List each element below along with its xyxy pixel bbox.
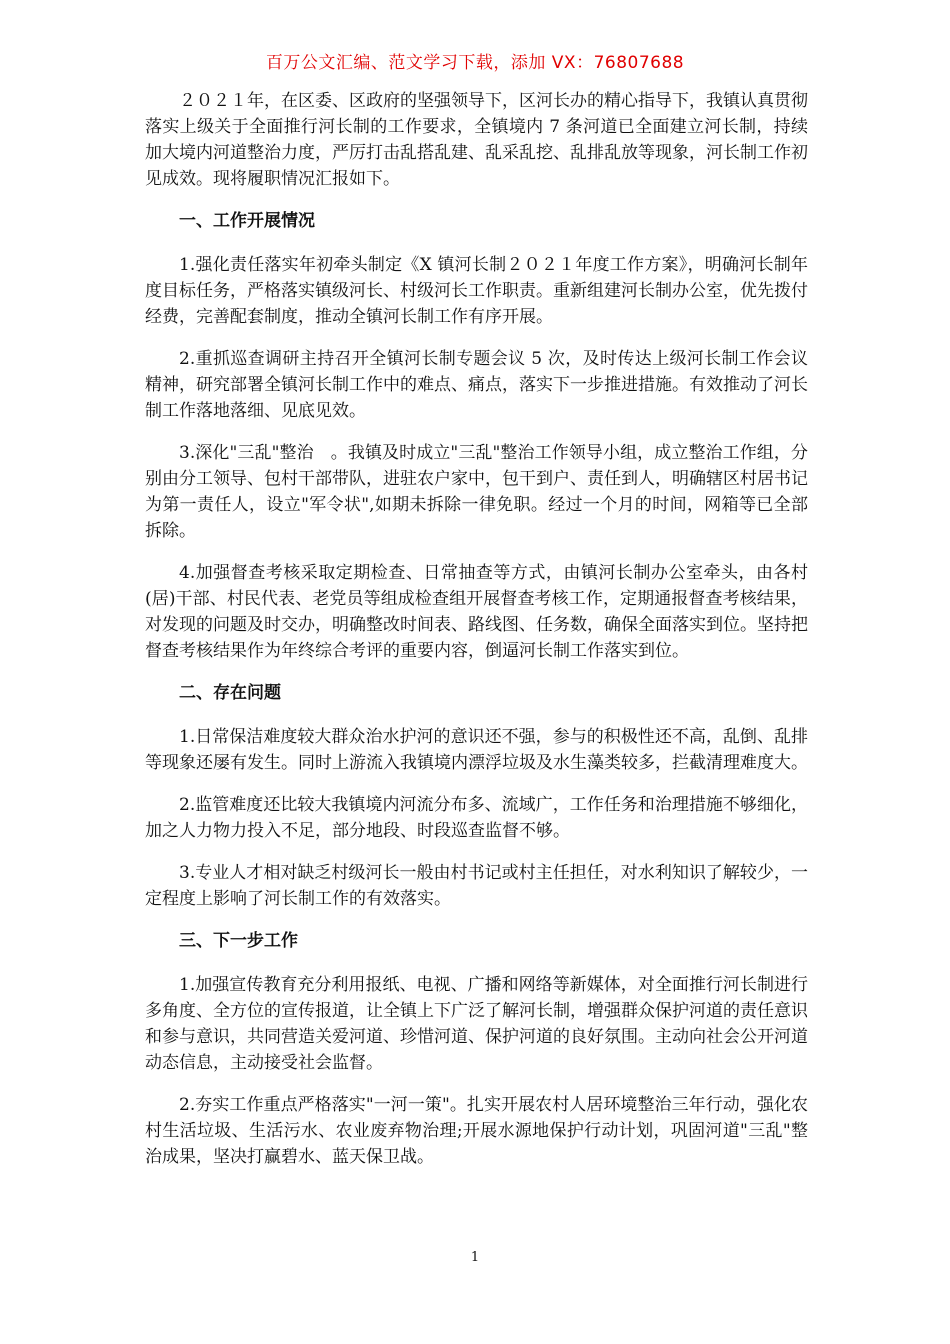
- section-heading-problems: 二、存在问题: [179, 683, 281, 703]
- paragraph: 4.加强督查考核采取定期检查、日常抽查等方式，由镇河长制办公室牵头，由各村(居)干部、村民代表、老党员等组成检查组开展督查考核工作，定期通报督查考核结果，对发现的问题及时交办，明确整改时间表、路线图、任务数，确保全面落实到位。坚持把督查考核结果作为年终综合考评的重要内容，倒逼河长制工作落实到位。: [145, 563, 808, 661]
- section-heading-work-progress: 一、工作开展情况: [179, 211, 315, 231]
- promo-header: 百万公文汇编、范文学习下载，添加 VX：76807688: [265, 53, 685, 73]
- paragraph: 3.深化"三乱"整治 。我镇及时成立"三乱"整治工作领导小组，成立整治工作组，分别由分工领导、包村干部带队，进驻农户家中，包干到户、责任到人，明确辖区村居书记为第一责任人，设立"军令状",如期未拆除一律免职。经过一个月的时间，网箱等已全部拆除。: [145, 443, 808, 541]
- paragraph: 2.夯实工作重点严格落实"一河一策"。扎实开展农村人居环境整治三年行动，强化农村生活垃圾、生活污水、农业废弃物治理;开展水源地保护行动计划，巩固河道"三乱"整治成果，坚决打赢碧水、蓝天保卫战。: [145, 1095, 808, 1167]
- paragraph: 1.日常保洁难度较大群众治水护河的意识还不强，参与的积极性还不高，乱倒、乱排等现象还屡有发生。同时上游流入我镇境内漂浮垃圾及水生藻类较多，拦截清理难度大。: [145, 727, 808, 773]
- paragraph: 2.重抓巡查调研主持召开全镇河长制专题会议 5 次，及时传达上级河长制工作会议精神，研究部署全镇河长制工作中的难点、痛点，落实下一步推进措施。有效推动了河长制工作落地落细、见底见效。: [145, 349, 808, 421]
- intro-paragraph: ２０２１年，在区委、区政府的坚强领导下，区河长办的精心指导下，我镇认真贯彻落实上级关于全面推行河长制的工作要求，全镇境内 7 条河道已全面建立河长制，持续加大境内河道整治力度，严厉打击乱搭乱建、乱采乱挖、乱排乱放等现象，河长制工作初见成效。现将履职情况汇报如下。: [145, 91, 808, 189]
- section-heading-next-steps: 三、下一步工作: [179, 931, 298, 951]
- page-number: 1: [470, 1250, 480, 1265]
- paragraph: 1.加强宣传教育充分利用报纸、电视、广播和网络等新媒体，对全面推行河长制进行多角度、全方位的宣传报道，让全镇上下广泛了解河长制，增强群众保护河道的责任意识和参与意识，共同营造关爱河道、珍惜河道、保护河道的良好氛围。主动向社会公开河道动态信息，主动接受社会监督。: [145, 975, 808, 1073]
- document-body: [145, 88, 808, 1186]
- paragraph: 3.专业人才相对缺乏村级河长一般由村书记或村主任担任，对水利知识了解较少，一定程度上影响了河长制工作的有效落实。: [145, 863, 808, 909]
- paragraph: 1.强化责任落实年初牵头制定《X 镇河长制２０２１年度工作方案》，明确河长制年度目标任务，严格落实镇级河长、村级河长工作职责。重新组建河长制办公室，优先拨付经费，完善配套制度，推动全镇河长制工作有序开展。: [145, 255, 808, 327]
- paragraph: 2.监管难度还比较大我镇境内河流分布多、流域广，工作任务和治理措施不够细化，加之人力物力投入不足，部分地段、时段巡查监督不够。: [145, 795, 808, 841]
